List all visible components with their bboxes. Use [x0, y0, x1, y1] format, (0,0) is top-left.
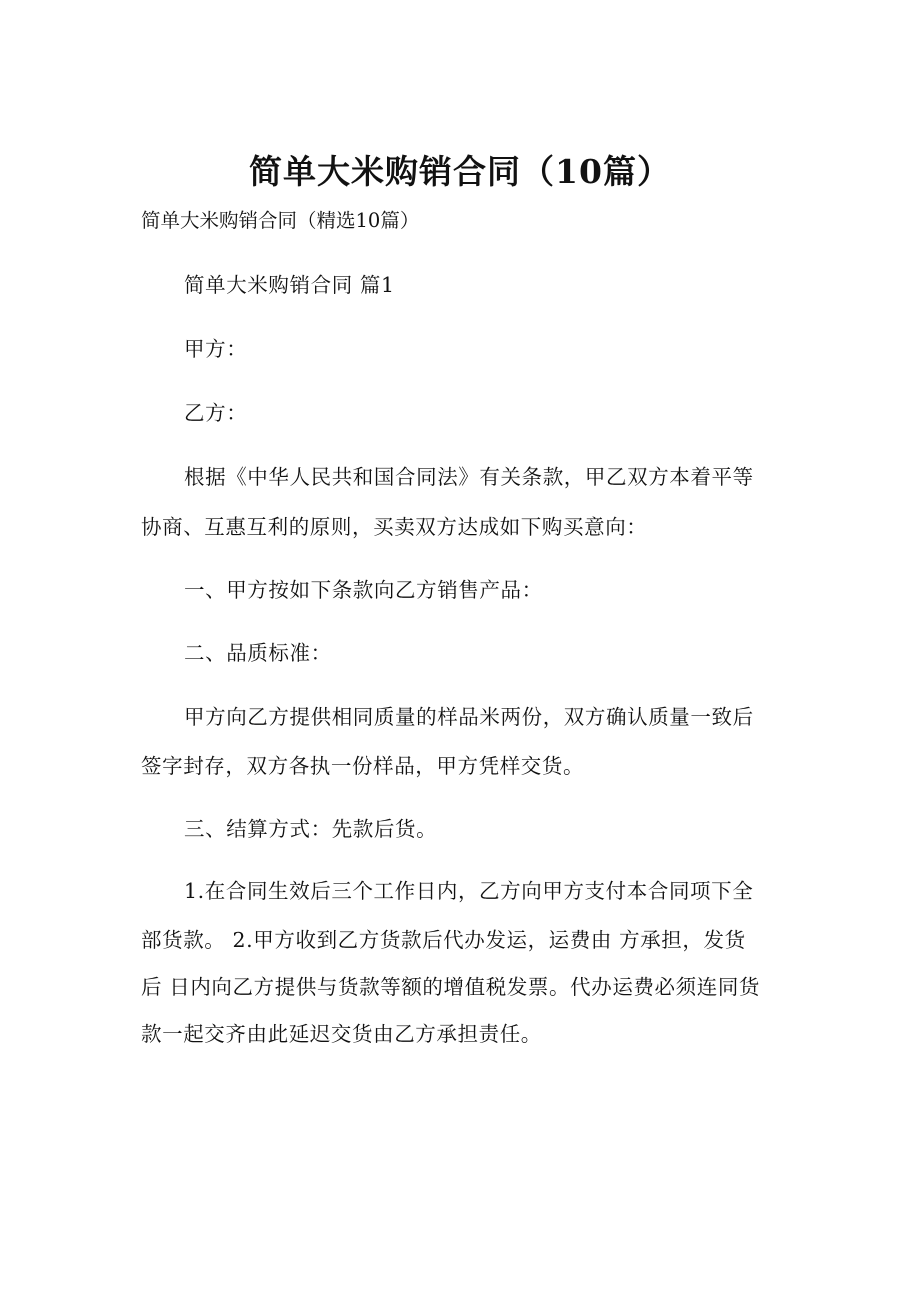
payment-paragraph-line-2: 部货款。 2.甲方收到乙方货款后代办发运，运费由 方承担，发货 [141, 928, 746, 952]
party-b-line: 乙方： [184, 401, 248, 425]
clause-1: 一、甲方按如下条款向乙方销售产品： [184, 578, 543, 602]
section-heading: 简单大米购销合同 篇1 [184, 273, 395, 297]
quality-paragraph-line-1: 甲方向乙方提供相同质量的样品米两份，双方确认质量一致后 [184, 705, 754, 729]
document-title: 简单大米购销合同（10篇） [249, 152, 671, 191]
clause-2: 二、品质标准： [184, 641, 332, 665]
payment-paragraph-line-4: 款一起交齐由此延迟交货由乙方承担责任。 [141, 1022, 542, 1046]
intro-paragraph-line-2: 协商、互惠互利的原则，买卖双方达成如下购买意向： [141, 515, 648, 539]
party-a-line: 甲方： [184, 337, 248, 361]
intro-paragraph-line-1: 根据《中华人民共和国合同法》有关条款，甲乙双方本着平等 [184, 465, 754, 489]
quality-paragraph-line-2: 签字封存，双方各执一份样品，甲方凭样交货。 [141, 754, 585, 778]
payment-paragraph-line-3: 后 日内向乙方提供与货款等额的增值税发票。代办运费必须连同货 [141, 975, 761, 999]
clause-3: 三、结算方式：先款后货。 [184, 817, 438, 841]
payment-paragraph-line-1: 1.在合同生效后三个工作日内，乙方向甲方支付本合同项下全 [184, 879, 754, 903]
document-subtitle: 简单大米购销合同（精选10篇） [141, 209, 420, 232]
